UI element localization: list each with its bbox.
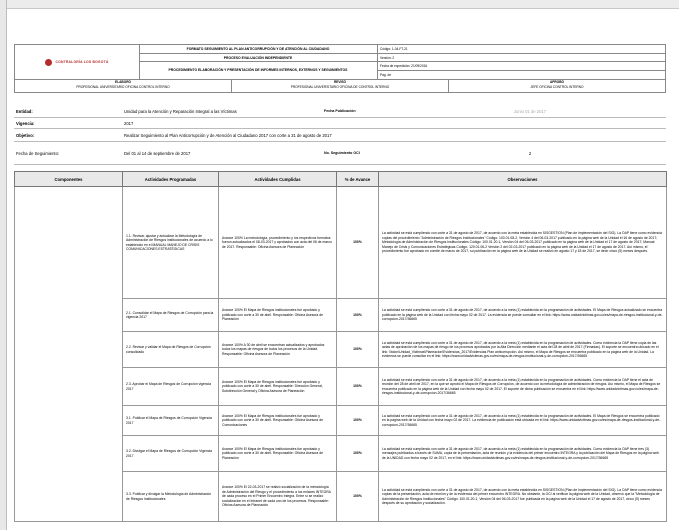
avance-value: 100%: [337, 299, 379, 332]
logo-text: CONTRALORÍA LOS BOGOTÁ: [55, 60, 109, 64]
viewer-left-edge: [0, 0, 7, 530]
actividad-programada: 2.2. Revisar y validar el Mapa de Riesgos de Corrupción consolidado: [123, 332, 219, 368]
actividad-cumplida: Avance 100% La metodología, procedimiento y los respectivos formatos fueron actualizados el 08-03-2017 y aprobados con acta del 06 de marzo de 2017. Responsable: Oficina Asesora de Planeación: [219, 187, 337, 299]
info-section: [14, 105, 666, 165]
reviso-label: REVISÓ: [333, 80, 347, 84]
actividad-programada: 3.2. Divulgar el Mapa de Riesgos de Corrupción Vigencia 2017: [123, 436, 219, 472]
actividad-cumplida: Avance 100% El Mapa de Riesgos institucionales fue aprobado y publicado con corte a 30 de abril. Responsable: Oficina Asesora de Planeación: [219, 436, 337, 472]
objetivo-value: Realizar Seguimiento al Plan Anticorrupción y de Atención al Ciudadano 2017 con corte a 31 de agosto de 2017: [124, 132, 332, 138]
form-page: Pág. de: [380, 72, 391, 77]
avance-value: 100%: [337, 436, 379, 472]
vigencia-label: Vigencia:: [16, 120, 35, 126]
fecha-publicacion-label: Fecha Publicación: [324, 109, 356, 113]
header-titles: [139, 45, 378, 79]
form-title: FORMATO SEGUIMIENTO AL PLAN ANTICORRUPCIÓN Y DE ATENCIÓN AL CIUDADANO: [139, 45, 377, 54]
actividad-programada: 3.1. Publicar el Mapa de Riesgos de Corrupción Vigencia 2017: [123, 406, 219, 436]
table-header-row: [15, 172, 667, 187]
entidad-row: [14, 105, 666, 118]
entidad-label: Entidad:: [16, 108, 33, 114]
actividad-cumplida: Avance 100% A 30 de abril se encuentran actualizados y aprobados todos los mapas de riesgos de todos los procesos de la Unidad. Responsable: Oficina Asesora de Planeación: [219, 332, 337, 368]
viewer-top-edge: [0, 0, 679, 9]
avance-value: 100%: [337, 472, 379, 522]
form-version: Versión: 2: [377, 54, 665, 63]
header-meta: [377, 45, 665, 79]
observacion: La actividad se está cumpliendo con corte a 31 de agosto de 2017, de acuerdo a la meta (1) establecida en la programación de actividades. Como evidencia la OAP tiene copia de las actas de aprobación de los mapas de riesgo de los procesos aprobados por la Alta Dirección mediante el acta del 28 de abril de 2017 (Firmadas). El soporte se encuentra ubicado en el link: \\tolon\Unidad_Victimas\Planeacion\Evidencias_2017\Evidencias Plan anticorrupción. Así mismo, el Mapa de Riesgos se encuentra publicado en la página web de la Unidad. La evidencia se puede consultar en el link: https://www.unidadvictimas.gov.co/es/mapa-de-riesgos-institucional-y-de-corrupcion-2017/36665: [379, 332, 667, 368]
observacion: La actividad se está cumpliendo con corte a 31 de agosto de 2017, de acuerdo a la meta (1) establecida en la programación de actividades. Como evidencia la OAP tiene el acta de reunión del 28 de abril de 2017, en la que se aprobó el Mapa de Riesgos de Corrupción, de acuerdo con la metodología de administración de riesgos. Así mismo, el Mapa de Riesgos se encuentra publicado en la página web de la Unidad con fecha mayo 02 de 2017. El soporte de dicha publicación se encuentra en el link: https://www.unidadvictimas.gov.co/es/mapa-de-riesgos-institucional-y-de-corrupcion-2017/36665: [379, 368, 667, 406]
entidad-value: Unidad para la Atención y Reparación Integral a las Víctimas: [124, 108, 237, 114]
logo-seal-icon: [45, 59, 52, 66]
actividad-programada: 3.3. Publicar y divulgar la Metodología de Administración de Riesgos Institucionales: [123, 472, 219, 522]
reviso-name: PROFESIONAL UNIVERSITARIO OFICINA DE CONTROL INTERNO: [290, 84, 390, 89]
num-seguimiento-label: No. Seguimiento OCI: [324, 151, 360, 155]
objetivo-label: Objetivo:: [16, 132, 35, 138]
table-row: [15, 187, 667, 299]
avance-value: 100%: [337, 368, 379, 406]
fecha-publicacion-value: Junio 01 de 2017: [513, 108, 547, 114]
vigencia-value: 2017: [124, 120, 134, 126]
actividad-cumplida: Avance 100% El Mapa de Riesgos institucionales fue aprobado y publicado con corte a 30 de abril. Responsable: Oficina Asesora de Comunicaciones: [219, 406, 337, 436]
observacion: La actividad se está cumpliendo con corte a 31 de agosto de 2017, de acuerdo a la meta (1) establecida en la programación de actividades. El Mapa de Riesgos se encuentra publicado en la página web de la Unidad con fecha mayo 02 de 2017. La evidencia de publicación está ubicada en el link: https://www.unidadvictimas.gov.co/es/mapa-de-riesgos-institucional-y-de-corrupcion-2017/36665: [379, 406, 667, 436]
avance-value: 100%: [337, 332, 379, 368]
componente-cell: [15, 187, 123, 522]
fecha-seguimiento-label: Fecha de Seguimiento:: [16, 150, 60, 156]
avance-value: 100%: [337, 187, 379, 299]
observacion: La actividad se está cumpliendo con corte a 31 de agosto de 2017, de acuerdo con la meta establecida en SISGESTION (Plan de Implementación del SIG). La OAP tiene como evidencia copias del procedimiento "Administración de Riesgos Institucionales" Código: 100.01.08-2, Versión 4 del 06-03-2017 publicado en la página web de la Unidad el 16 de agosto de 2017; Metodología de Administración de Riesgos Institucionales Código: 100.01.20-1, Versión 04 del 06-03-2017 publicado en la página web de la Unidad el 17 de agosto de 2017; Manual Manejo de Crisis y Comunicaciones Estratégicas Código: 120.01.06-2 Versión 2 del 02-03-2017 publicado en la página web de la Unidad el 17 de agosto de 2017. Así mismo, el procedimiento fue aprobado en comité de marzo de 2017, su publicación en la página web de la Unidad se realizó en agosto 17 y 18 de 2017, se decir cinco (5) meses después.: [379, 187, 667, 299]
actividad-cumplida: Avance 100% El Mapa de Riesgos institucionales fue aprobado y publicado con corte a 30 de abril. Responsable: Oficina Asesora de Planeación: [219, 299, 337, 332]
actividad-programada: 2.3. Aprobar el Mapa de Riesgos de Corrupción vigencia 2017: [123, 368, 219, 406]
header-observaciones: Observaciones: [379, 172, 667, 187]
actividad-programada: 1.1. Revisar, ajustar y actualizar la Metodología de Administración de Riesgos institucionales de acuerdo a lo establecido en el MANUAL MANEJO DE CRISIS COMUNICACIONES ESTRATÉGICAS: [123, 187, 219, 299]
header-programadas: Actividades Programadas: [123, 172, 219, 187]
document-body: [14, 44, 666, 522]
actividad-cumplida: Avance 100% El 22-03-2017 se realizó socialización de la metodología de Administración del Riesgo y el procedimiento a los enlaces INTEGRA de cada proceso en el Primer Encuentro Integra. Entre sí se realizó socialización en el Intranet de cada uno de los procesos. Responsable: Oficina Asesora de Planeación: [219, 472, 337, 522]
fecha-seguimiento-value: Del 01 al 14 de septiembre de 2017: [124, 150, 191, 156]
form-date: Fecha de expedición: 21/09/2016: [377, 62, 665, 71]
aprobo-label: APROBÓ: [550, 80, 564, 84]
form-code: Código: 1-04-FT-21: [377, 45, 665, 54]
form-header: [14, 44, 666, 80]
header-componentes: Componentes: [15, 172, 123, 187]
aprobo-name: JEFE OFICINA CONTROL INTERNO: [530, 84, 584, 89]
observacion: La actividad se está cumpliendo con corte a 31 de agosto de 2017, de acuerdo con la meta establecida en SISGESTION (Plan de Implementación del SIG). La OAP tiene como evidencia copias de la presentación, acta de reunión y de la evidencia del primer encuentro INTEGRA. No obstante, la OCI al verificar la página web de la Unidad, observó que la "Metodología de Administración de Riesgos Institucionales" Código: 100.01.20-1, Versión 04 del 06-03-2017 fue publicada en la página web de la Unidad el 17 de agosto de 2017, cinco (5) meses después de su aprobación y socialización.: [379, 472, 667, 522]
logo: [15, 45, 140, 79]
activities-table: [14, 171, 667, 522]
actividad-cumplida: Avance 100% El Mapa de Riesgos institucionales fue aprobado y publicado con corte a 30 de abril. Responsable: Dirección General, Subdirección General y Oficina Asesora de Planeación: [219, 368, 337, 406]
elaboro-name: PROFESIONAL UNIVERSITARIO OFICINA CONTROL INTERNO: [76, 84, 170, 89]
objetivo-row: [14, 129, 666, 142]
num-seguimiento-value: 2: [528, 150, 532, 156]
vigencia-row: [14, 118, 666, 129]
observacion: La actividad se está cumpliendo con corte a 31 de agosto de 2017, de acuerdo a la meta (1) establecida en la programación de actividades. Como evidencia la OAP tiene tres (3) mensajes publicados a través de SUMA, copia de la presentación, acta de reunión y la evidencia del primer encuentro INTEGRA y la publicación del Mapa de Riesgos en la página web de la UNIDAD con fecha mayo 02 de 2017, en el link: https://www.unidadvictimas.gov.co/es/mapa-de-riesgos-institucional-y-de-corrupcion-2017/36665: [379, 436, 667, 472]
avance-value: 100%: [337, 406, 379, 436]
observacion: La actividad se está cumpliendo con corte a 31 de agosto de 2017, de acuerdo a la meta (1) establecida en la programación de actividades. El Mapa de Riesgos actualizado se encuentra publicado en la página web de la Unidad con fecha mayo 02 de 2017. La evidencia se puede consultar en el link: https://www.unidadvictimas.gov.co/es/mapa-de-riesgos-institucional-y-de-corrupcion-2017/36665: [379, 299, 667, 332]
signature-row: [14, 80, 666, 93]
header-cumplidas: Actividades Cumplidas: [219, 172, 337, 187]
reviso-cell: [232, 80, 449, 92]
header-avance: % de Avance: [337, 172, 379, 187]
procedure-name: PROCEDIMIENTO ELABORACIÓN Y PRESENTACIÓN DE INFORMES INTERNOS, EXTERNOS Y SEGUIMIENTOS: [168, 68, 348, 72]
process-name: PROCESO EVALUACIÓN INDEPENDIENTE: [139, 54, 377, 63]
actividad-programada: 2.1. Consolidar el Mapa de Riesgos de Corrupción para la vigencia 2017: [123, 299, 219, 332]
fecha-seguimiento-row: [14, 142, 666, 165]
aprobo-cell: [449, 80, 665, 92]
elaboro-label: ELABORÓ: [115, 80, 131, 84]
elaboro-cell: [15, 80, 232, 92]
